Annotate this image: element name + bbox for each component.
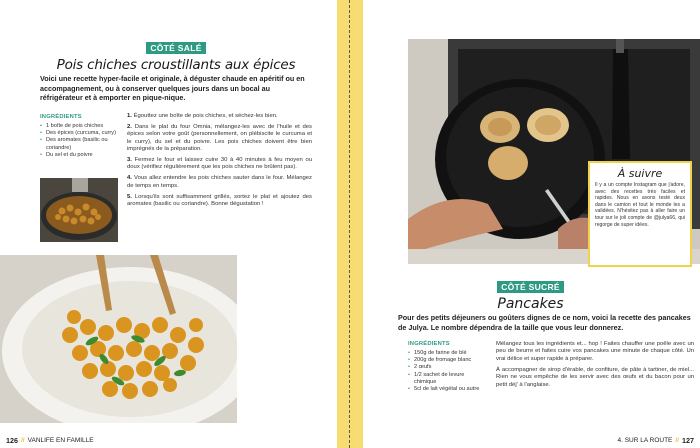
chickpeas-pan-photo <box>40 178 118 242</box>
callout-title: À suivre <box>617 167 663 180</box>
step-3: 3. Fermez le four et laissez cuire 30 à 40 minutes à feu moyen ou doux (vérifiez régulièrement que les pois chiches ne brûlent pas). <box>127 157 313 171</box>
pancakes-steps <box>496 341 694 392</box>
ingredient-item: • Des aromates (basilic ou coriandre) <box>40 137 116 151</box>
footer-divider: // <box>675 436 679 444</box>
step-5: 5. Lorsqu'ils sont suffisamment grillés, sortez le plat et ajoutez des aromates (basilic ou coriandre). Bonne dégustation ! <box>127 193 312 208</box>
chickpeas-ingredients <box>40 114 116 159</box>
right-footer <box>363 432 700 448</box>
ingredient-item: • Des épices (curcuma, curry) <box>40 130 116 137</box>
step-4: 4. Vous allez entendre les pois chiches sauter dans le four. Mélangez de temps en temps. <box>127 175 312 189</box>
pancakes-intro: Pour des petits déjeuners ou goûters dignes de ce nom, voici la recette des pancakes de Julya. Le nombre dépendra de la taille que vous leur donnerez. <box>398 313 691 332</box>
page-gutter <box>337 0 363 448</box>
ingredient-item: • 1 boîte de pois chiches <box>40 123 116 130</box>
chickpeas-intro: Voici une recette hyper-facile et originale, à déguster chaude en apéritif ou en accompagnement, ou à conserver quelques jours dans un bocal au réfrigérateur et à emporter en pique-nique. <box>40 74 305 103</box>
section-tag-savory: CÔTÉ SALÉ <box>146 42 205 54</box>
page-number: 127 <box>682 435 694 445</box>
left-footer <box>0 432 337 448</box>
chickpeas-steps <box>127 113 312 212</box>
fold-line <box>349 0 350 448</box>
ingredient-item: • 200g de fromage blanc <box>408 357 488 364</box>
pancakes-ingredients <box>408 341 488 393</box>
pancakes-step-1: Mélangez tous les ingrédients et... hop ! Faites chauffer une poêle avec un peu de beurre et faites cuire vos pancakes une minute de chaque côté. Un vrai délice et super rapide à préparer. <box>496 341 694 362</box>
ingredient-item: • 150g de farine de blé <box>408 350 488 357</box>
ingredient-item: • 5cl de lait végétal ou autre <box>408 386 488 393</box>
sweet-header <box>398 277 663 312</box>
right-page <box>363 0 700 448</box>
step-2: 2. Dans le plat du four Omnia, mélangez-les avec de l'huile et des épices selon votre goût (personnellement, on plébiscite le curcuma et le curry), du sel et du poivre. Les pois chiches doivent être bien imprégnés de la préparation. <box>127 123 313 153</box>
savory-header <box>40 38 312 73</box>
ingredients-heading: INGRÉDIENTS <box>408 341 450 347</box>
recipe-title-chickpeas: Pois chiches croustillants aux épices <box>56 57 296 73</box>
ingredient-item: • 2 œufs <box>408 364 488 371</box>
left-page <box>0 0 337 448</box>
recipe-title-pancakes: Pancakes <box>497 296 564 312</box>
chickpeas-bowl-photo <box>0 255 237 423</box>
footer-label: VANLIFE EN FAMILLE <box>27 436 94 444</box>
instagram-callout <box>588 161 692 267</box>
callout-body: Il y a un compte Instagram que j'adore, avec des recettes très faciles et rapides. Nous en avons testé deux dans le camion et tout le monde les a validées. N'hésitez pas à aller faire un tour sur le joli compte de @julya66, qui regorge de super idées. <box>595 182 685 228</box>
ingredient-item: • Du sel et du poivre <box>40 152 116 159</box>
step-1: 1. Égouttez une boîte de pois chiches, et séchez-les bien. <box>127 113 278 119</box>
ingredient-item: • 1/2 sachet de levure chimique <box>408 372 488 386</box>
footer-section: 4. SUR LA ROUTE <box>617 436 673 444</box>
page-number: 126 <box>6 435 18 445</box>
ingredients-heading: INGRÉDIENTS <box>40 114 82 120</box>
footer-divider: // <box>21 436 25 444</box>
pancakes-step-2: À accompagner de sirop d'érable, de confiture, de pâte à tartiner, de miel... Rien ne vous empêche de les servir avec des œufs et du bacon pour un petit déj' à l'anglaise. <box>496 366 694 388</box>
section-tag-sweet: CÔTÉ SUCRÉ <box>497 281 564 293</box>
